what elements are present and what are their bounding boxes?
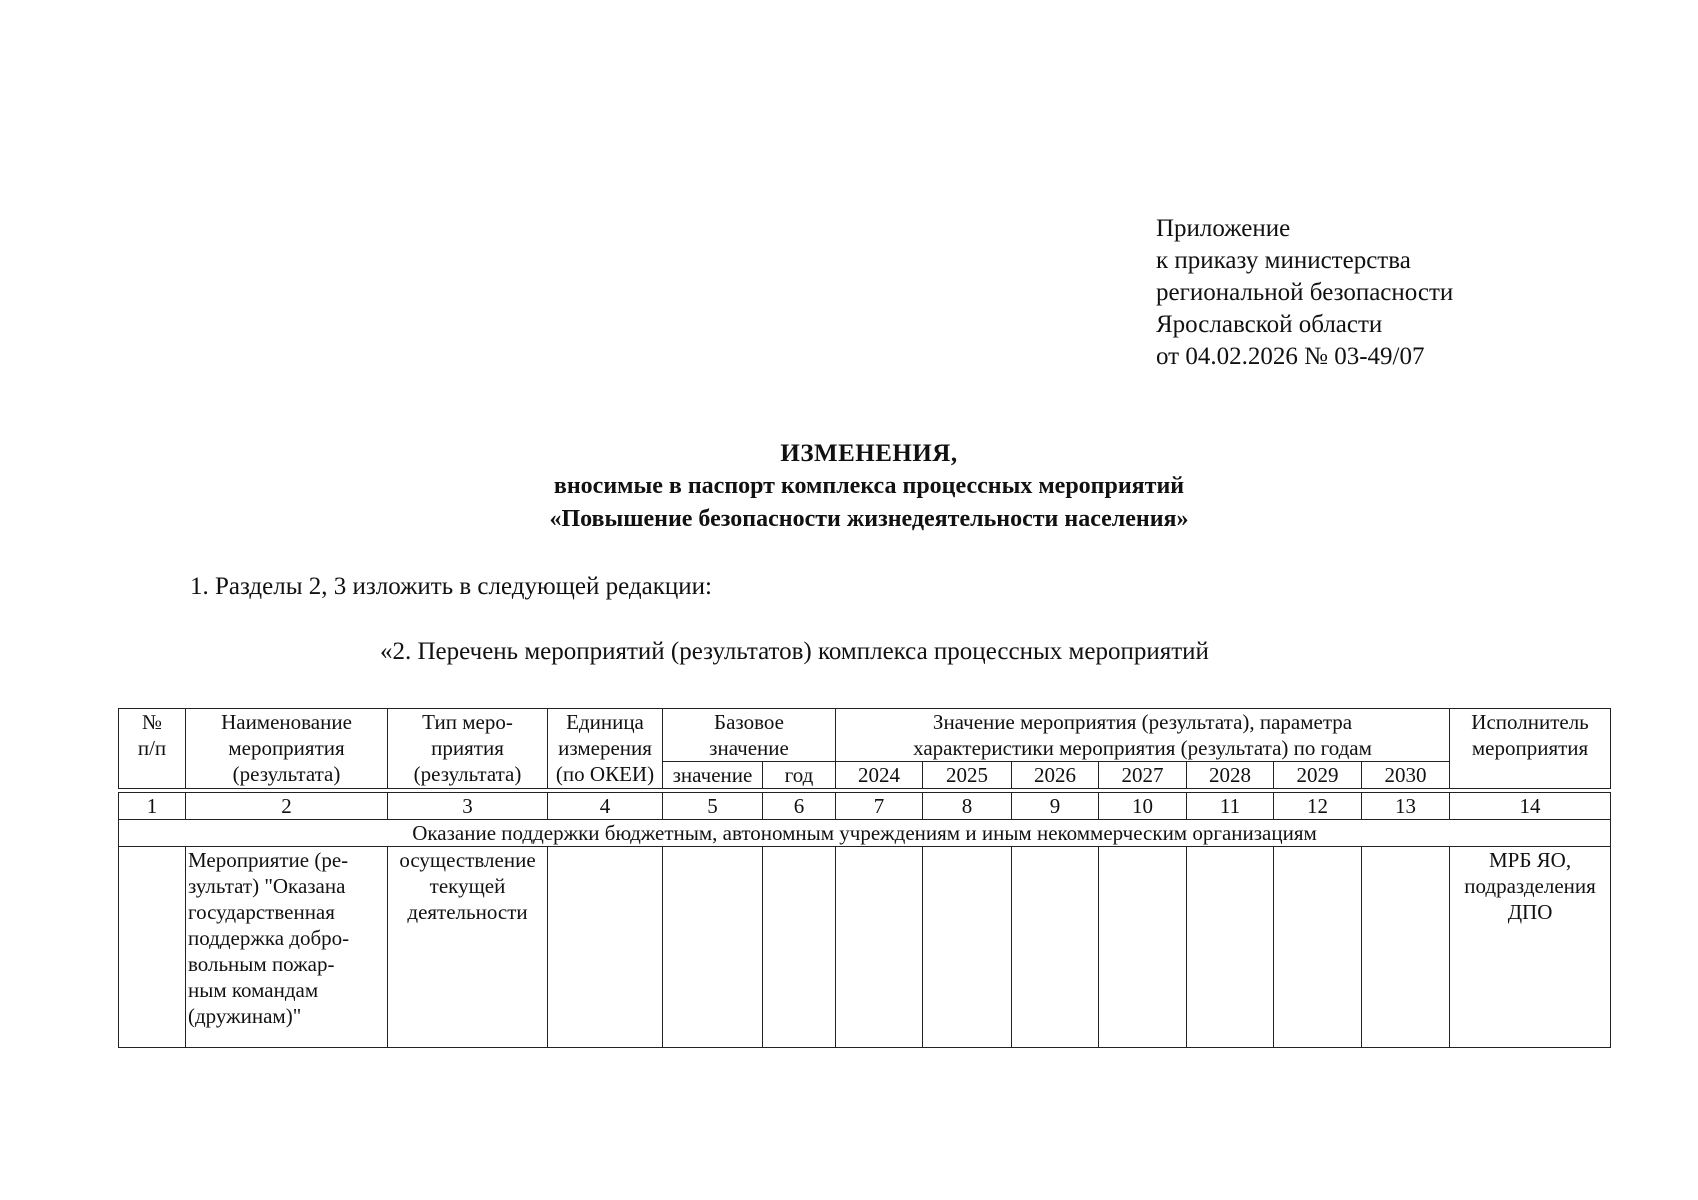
header-text: (результата) bbox=[232, 762, 341, 786]
row-value-2024 bbox=[836, 847, 923, 1048]
instruction-paragraph: 1. Разделы 2, 3 изложить в следующей редакции: bbox=[190, 573, 712, 600]
appendix-line: к приказу министерства bbox=[1156, 247, 1411, 274]
section-heading: «2. Перечень мероприятий (результатов) комплекса процессных мероприятий bbox=[380, 638, 1209, 665]
row-type bbox=[388, 847, 548, 1048]
header-text: значение bbox=[709, 736, 789, 760]
appendix-line: Приложение bbox=[1156, 215, 1291, 242]
appendix-line: Ярославской области bbox=[1156, 311, 1383, 338]
row-value-2028 bbox=[1187, 847, 1274, 1048]
title-program-name: «Повышение безопасности жизнедеятельности населения» bbox=[549, 506, 1189, 532]
row-value-2029 bbox=[1274, 847, 1362, 1048]
row-number bbox=[119, 847, 186, 1048]
row-name-line: (дружинам)" bbox=[188, 1004, 302, 1028]
measures-table bbox=[118, 708, 1611, 1048]
row-type-line: осуществление bbox=[399, 848, 536, 872]
row-value-2030 bbox=[1362, 847, 1450, 1048]
header-unit bbox=[548, 709, 663, 789]
header-year-2026: 2026 bbox=[1012, 762, 1099, 789]
row-executor-line: МРБ ЯО, bbox=[1488, 848, 1572, 872]
row-name-line: вольным пожар- bbox=[188, 952, 335, 976]
column-number: 11 bbox=[1187, 793, 1274, 820]
row-value-2025 bbox=[923, 847, 1012, 1048]
header-text: п/п bbox=[137, 736, 167, 760]
row-name-line: ным командам bbox=[188, 978, 319, 1002]
title-main: ИЗМЕНЕНИЯ, bbox=[780, 440, 958, 467]
header-text: Тип меро- bbox=[422, 710, 513, 734]
column-number: 10 bbox=[1099, 793, 1187, 820]
header-base-year: год bbox=[763, 762, 836, 789]
header-base bbox=[663, 709, 836, 762]
row-base-value bbox=[663, 847, 763, 1048]
column-numbers-row bbox=[119, 793, 1611, 820]
header-text: (по ОКЕИ) bbox=[555, 762, 655, 786]
row-value-2027 bbox=[1099, 847, 1187, 1048]
row-name-line: поддержка добро- bbox=[188, 926, 350, 950]
column-number: 3 bbox=[388, 793, 548, 820]
header-year-2028: 2028 bbox=[1187, 762, 1274, 789]
document-title bbox=[0, 437, 1698, 536]
header-number bbox=[119, 709, 186, 789]
header-text: Наименование bbox=[221, 710, 352, 734]
header-year-2025: 2025 bbox=[923, 762, 1012, 789]
header-text: № bbox=[141, 710, 163, 734]
header-year-2029: 2029 bbox=[1274, 762, 1362, 789]
row-unit bbox=[548, 847, 663, 1048]
title-subtitle: вносимые в паспорт комплекса процессных мероприятий bbox=[553, 473, 1185, 499]
header-base-value: значение bbox=[663, 762, 763, 789]
group-title-row bbox=[119, 820, 1611, 847]
row-name-line: зультат) "Оказана bbox=[188, 874, 346, 898]
header-year-2027: 2027 bbox=[1099, 762, 1187, 789]
column-number: 14 bbox=[1450, 793, 1611, 820]
column-number: 7 bbox=[836, 793, 923, 820]
column-number: 8 bbox=[923, 793, 1012, 820]
table-header-row bbox=[119, 709, 1611, 762]
row-executor-line: подразделения bbox=[1464, 874, 1596, 898]
column-number: 12 bbox=[1274, 793, 1362, 820]
row-base-year bbox=[763, 847, 836, 1048]
header-text: характеристики мероприятия (результата) по годам bbox=[913, 736, 1372, 760]
column-number: 9 bbox=[1012, 793, 1099, 820]
row-name-line: Мероприятие (ре- bbox=[188, 848, 349, 872]
header-text: Единица bbox=[566, 710, 644, 734]
row-executor bbox=[1450, 847, 1611, 1048]
appendix-line: региональной безопасности bbox=[1156, 279, 1454, 306]
header-year-2030: 2030 bbox=[1362, 762, 1450, 789]
row-name-line: государственная bbox=[188, 900, 335, 924]
header-text: Значение мероприятия (результата), параметра bbox=[932, 710, 1353, 734]
column-number: 2 bbox=[186, 793, 388, 820]
header-text: мероприятия bbox=[228, 736, 345, 760]
column-number: 1 bbox=[119, 793, 186, 820]
row-executor-line: ДПО bbox=[1507, 900, 1553, 924]
header-text: приятия bbox=[431, 736, 504, 760]
appendix-date-number: от 04.02.2026 № 03-49/07 bbox=[1156, 343, 1425, 370]
header-text: мероприятия bbox=[1471, 736, 1589, 760]
group-title: Оказание поддержки бюджетным, автономным учреждениям и иным некоммерческим организациям bbox=[119, 820, 1611, 847]
row-type-line: текущей bbox=[429, 874, 506, 898]
header-text: измерения bbox=[558, 736, 652, 760]
header-executor bbox=[1450, 709, 1611, 789]
header-name bbox=[186, 709, 388, 789]
header-year-2024: 2024 bbox=[836, 762, 923, 789]
column-number: 13 bbox=[1362, 793, 1450, 820]
table-row bbox=[119, 847, 1611, 1048]
header-text: (результата) bbox=[413, 762, 522, 786]
column-number: 5 bbox=[663, 793, 763, 820]
header-text: Исполнитель bbox=[1471, 710, 1589, 734]
column-number: 6 bbox=[763, 793, 836, 820]
row-type-line: деятельности bbox=[407, 900, 528, 924]
appendix-note bbox=[1156, 213, 1453, 373]
row-name bbox=[186, 847, 388, 1048]
column-number: 4 bbox=[548, 793, 663, 820]
row-value-2026 bbox=[1012, 847, 1099, 1048]
header-type bbox=[388, 709, 548, 789]
header-values-by-year bbox=[836, 709, 1450, 762]
header-text: Базовое bbox=[714, 710, 784, 734]
